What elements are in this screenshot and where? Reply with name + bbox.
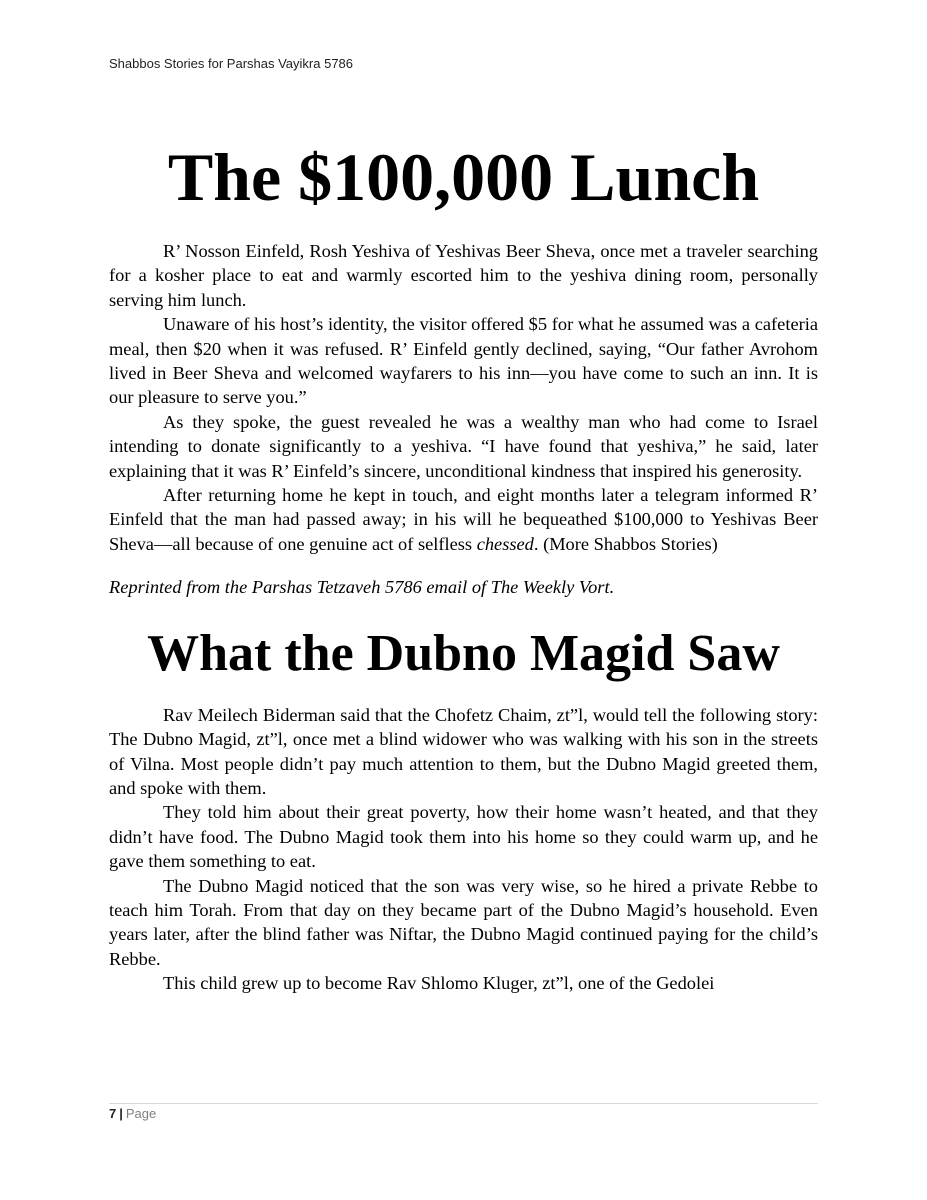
running-header: Shabbos Stories for Parshas Vayikra 5786 bbox=[109, 56, 354, 71]
page-content bbox=[109, 135, 818, 996]
story-paragraph: The Dubno Magid noticed that the son was very wise, so he hired a private Rebbe to teach him Torah. From that day on they became part of the Dubno Magid’s household. Even years later, after the blind father was Niftar, the Dubno Magid continued paying for the child’s Rebbe. bbox=[109, 875, 818, 969]
footer-separator: | bbox=[119, 1106, 123, 1121]
page-footer bbox=[109, 1106, 156, 1121]
story-paragraph: R’ Nosson Einfeld, Rosh Yeshiva of Yeshivas Beer Sheva, once met a traveler searching for a kosher place to eat and warmly escorted him to the yeshiva dining room, personally serving him lunch. bbox=[109, 241, 818, 310]
footer-divider bbox=[109, 1103, 818, 1104]
paragraph-text: . (More Shabbos Stories) bbox=[533, 533, 718, 554]
page-label: Page bbox=[125, 1106, 157, 1121]
story-title: What the Dubno Magid Saw bbox=[147, 624, 780, 682]
story-paragraph: Rav Meilech Biderman said that the Chofetz Chaim, zt”l, would tell the following story: The Dubno Magid, zt”l, once met a blind widower who was walking with his son in the streets of Vilna. Most people didn’t pay much attention to them, but the Dubno Magid greeted them, and spoke with them. bbox=[109, 704, 818, 798]
story-paragraph bbox=[109, 483, 818, 556]
page-number: 7 bbox=[109, 1106, 117, 1121]
reprint-credit: Reprinted from the Parshas Tetzaveh 5786 email of The Weekly Vort. bbox=[109, 577, 615, 598]
story-paragraph: As they spoke, the guest revealed he was a wealthy man who had come to Israel intending to donate significantly to a yeshiva. “I have found that yeshiva,” he said, later explaining that it was R’ Einfeld’s sincere, unconditional kindness that inspired his generosity. bbox=[109, 411, 818, 481]
story-paragraph: They told him about their great poverty, how their home wasn’t heated, and that they didn’t have food. The Dubno Magid took them into his home so they could warm up, and he gave them something to eat. bbox=[109, 802, 818, 872]
story-title: The $100,000 Lunch bbox=[167, 139, 760, 215]
story-paragraph: This child grew up to become Rav Shlomo Kluger, zt”l, one of the Gedolei bbox=[163, 973, 715, 994]
story-paragraph: Unaware of his host’s identity, the visitor offered $5 for what he assumed was a cafeteria meal, then $20 when it was refused. R’ Einfeld gently declined, saying, “Our father Avrohom lived in Beer Sheva and welcomed wayfarers to his inn—you have come to such an inn. It is our pleasure to serve you.” bbox=[109, 314, 818, 408]
paragraph-text: After returning home he kept in touch, and eight months later a telegram informed R’ Einfeld that the man had passed away; in his will he bequeathed $100,000 to Yeshivas Beer Sheva—all because of one genuine act of selfless bbox=[109, 485, 818, 554]
italic-term: chessed bbox=[476, 533, 534, 554]
